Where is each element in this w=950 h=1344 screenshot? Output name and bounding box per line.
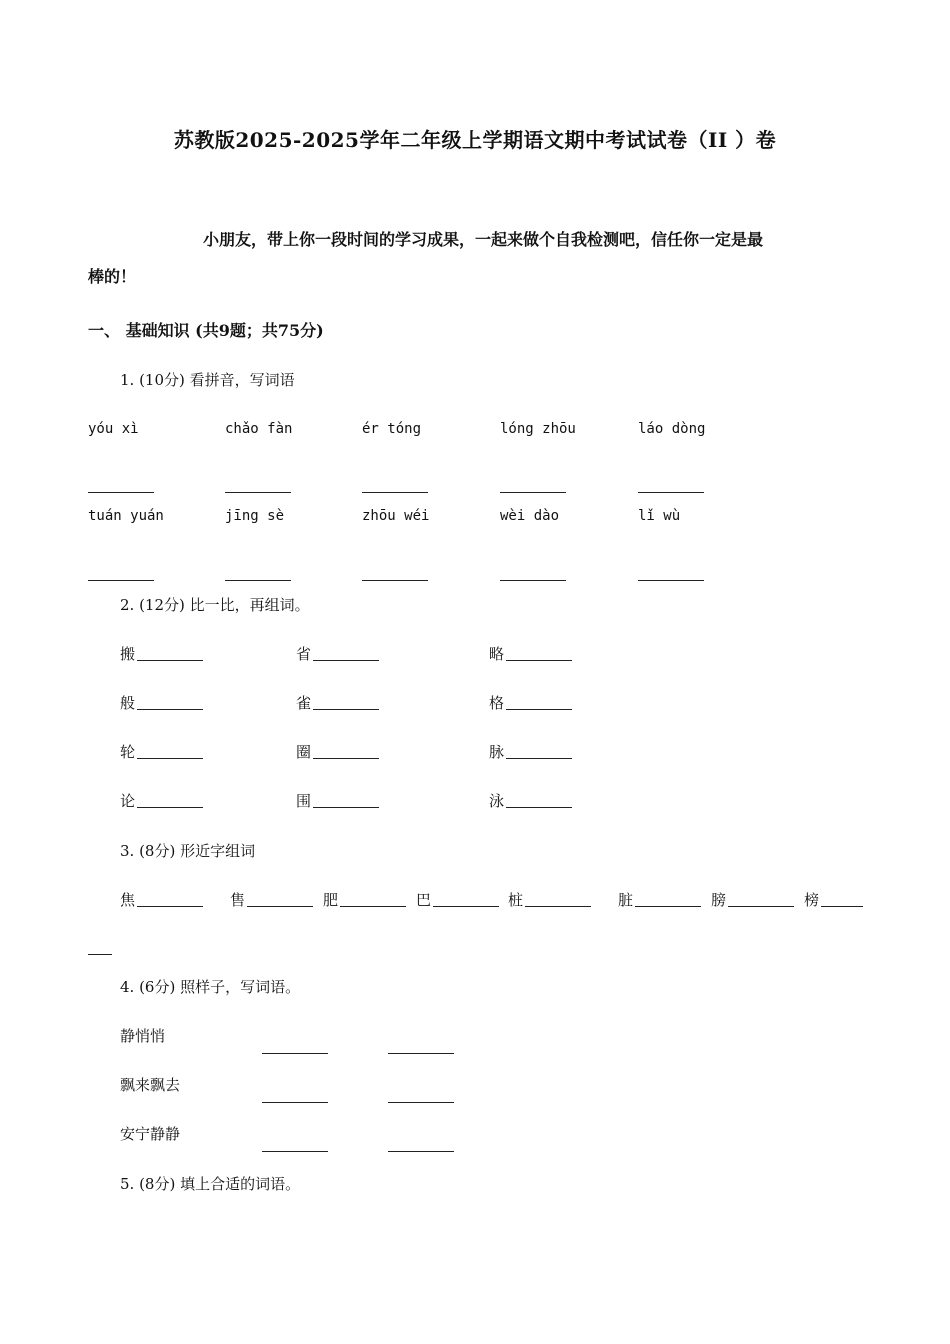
compare-item <box>489 643 572 664</box>
answer-blank[interactable] <box>313 709 379 710</box>
similar-char-item <box>711 889 794 910</box>
pinyin-item: ér tóng <box>362 421 422 437</box>
compare-item <box>489 692 572 713</box>
answer-blank[interactable] <box>225 492 291 493</box>
answer-blank[interactable] <box>506 758 572 759</box>
similar-char: 脏 <box>618 891 634 909</box>
section-heading: 一、 基础知识 (共9题；共75分) <box>88 321 324 340</box>
intro-text-line1: 小朋友，带上你一段时间的学习成果，一起来做个自我检测吧，信任你一定是最 <box>203 230 764 249</box>
compare-char: 搬 <box>120 645 136 663</box>
answer-blank[interactable] <box>506 660 572 661</box>
similar-char-item <box>120 889 203 910</box>
answer-blank[interactable] <box>500 580 566 581</box>
similar-char-item <box>508 889 591 910</box>
compare-item <box>296 643 379 664</box>
answer-blank[interactable] <box>137 709 203 710</box>
answer-blank[interactable] <box>433 906 499 907</box>
compare-char: 围 <box>296 792 312 810</box>
compare-char: 脉 <box>489 743 505 761</box>
example-word: 静悄悄 <box>120 1027 166 1045</box>
pinyin-item: jīng sè <box>225 508 285 524</box>
compare-item <box>296 790 379 811</box>
answer-blank-continued[interactable] <box>88 954 112 955</box>
similar-char: 巴 <box>416 891 432 909</box>
compare-item <box>489 790 572 811</box>
pinyin-item: yóu xì <box>88 421 139 437</box>
similar-char-item <box>323 889 406 910</box>
similar-char: 售 <box>230 891 246 909</box>
question-2-label: 2. (12分) 比一比，再组词。 <box>120 596 310 614</box>
similar-char: 桩 <box>508 891 524 909</box>
answer-blank[interactable] <box>137 660 203 661</box>
compare-char: 般 <box>120 694 136 712</box>
compare-item <box>296 692 379 713</box>
answer-blank[interactable] <box>313 807 379 808</box>
answer-blank[interactable] <box>638 580 704 581</box>
answer-blank[interactable] <box>313 660 379 661</box>
similar-char: 焦 <box>120 891 136 909</box>
similar-char-item <box>618 889 701 910</box>
compare-item <box>296 741 379 762</box>
pinyin-item: láo dòng <box>638 421 706 437</box>
compare-char: 省 <box>296 645 312 663</box>
similar-char: 膀 <box>711 891 727 909</box>
compare-char: 略 <box>489 645 505 663</box>
answer-blank[interactable] <box>137 807 203 808</box>
question-3-label: 3. (8分) 形近字组词 <box>120 842 256 860</box>
similar-char: 肥 <box>323 891 339 909</box>
compare-char: 论 <box>120 792 136 810</box>
answer-blank[interactable] <box>362 580 428 581</box>
answer-blank[interactable] <box>388 1053 454 1054</box>
pinyin-item: lǐ wù <box>638 508 681 524</box>
compare-item <box>120 643 203 664</box>
question-1-label: 1. (10分) 看拼音，写词语 <box>120 371 295 389</box>
answer-blank[interactable] <box>262 1053 328 1054</box>
answer-blank[interactable] <box>340 906 406 907</box>
answer-blank[interactable] <box>388 1151 454 1152</box>
compare-char: 雀 <box>296 694 312 712</box>
answer-blank[interactable] <box>506 709 572 710</box>
pinyin-item: wèi dào <box>500 508 560 524</box>
answer-blank[interactable] <box>388 1102 454 1103</box>
example-word: 飘来飘去 <box>120 1076 181 1094</box>
answer-blank[interactable] <box>262 1151 328 1152</box>
compare-char: 格 <box>489 694 505 712</box>
compare-item <box>120 741 203 762</box>
pinyin-item: tuán yuán <box>88 508 164 524</box>
pinyin-item: lóng zhōu <box>500 421 576 437</box>
question-5-label: 5. (8分) 填上合适的词语。 <box>120 1175 301 1193</box>
answer-blank[interactable] <box>506 807 572 808</box>
example-word: 安宁静静 <box>120 1125 181 1143</box>
answer-blank[interactable] <box>728 906 794 907</box>
answer-blank[interactable] <box>821 906 863 907</box>
page-title: 苏教版2025-2025学年二年级上学期语文期中考试试卷（II ）卷 <box>173 128 777 152</box>
compare-char: 轮 <box>120 743 136 761</box>
answer-blank[interactable] <box>525 906 591 907</box>
question-4-label: 4. (6分) 照样子，写词语。 <box>120 978 301 996</box>
answer-blank[interactable] <box>635 906 701 907</box>
answer-blank[interactable] <box>225 580 291 581</box>
answer-blank[interactable] <box>137 906 203 907</box>
compare-item <box>120 692 203 713</box>
similar-char-item <box>230 889 313 910</box>
answer-blank[interactable] <box>500 492 566 493</box>
answer-blank[interactable] <box>638 492 704 493</box>
compare-item <box>489 741 572 762</box>
answer-blank[interactable] <box>137 758 203 759</box>
similar-char-item <box>416 889 499 910</box>
answer-blank[interactable] <box>362 492 428 493</box>
similar-char-item <box>804 889 863 910</box>
compare-char: 圈 <box>296 743 312 761</box>
answer-blank[interactable] <box>262 1102 328 1103</box>
similar-char: 榜 <box>804 891 820 909</box>
compare-item <box>120 790 203 811</box>
intro-text-line2: 棒的！ <box>88 267 137 286</box>
compare-char: 泳 <box>489 792 505 810</box>
answer-blank[interactable] <box>247 906 313 907</box>
pinyin-item: zhōu wéi <box>362 508 430 524</box>
answer-blank[interactable] <box>88 580 154 581</box>
answer-blank[interactable] <box>88 492 154 493</box>
answer-blank[interactable] <box>313 758 379 759</box>
pinyin-item: chǎo fàn <box>225 421 293 437</box>
